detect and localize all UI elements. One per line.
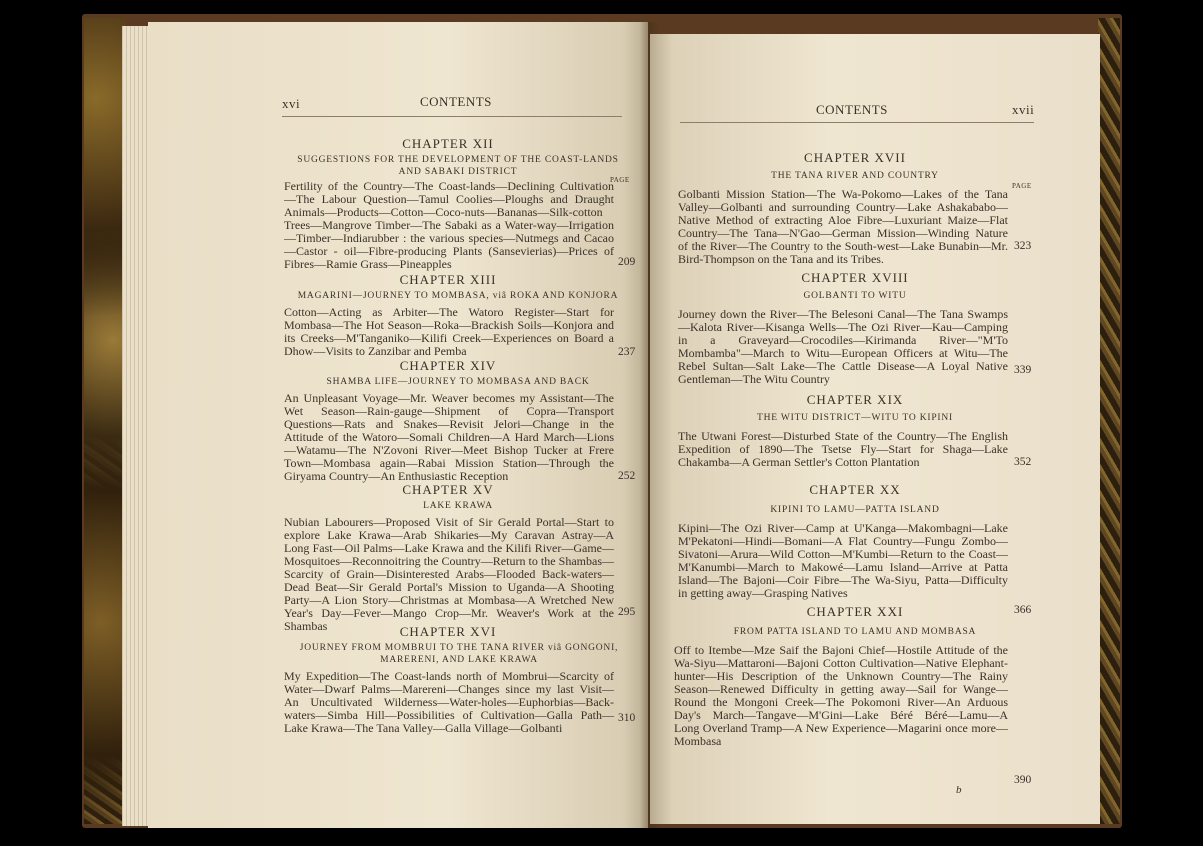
marbled-edge-right <box>1098 18 1120 824</box>
chapter-subtitle: JOURNEY FROM MOMBRUI TO THE TANA RIVER viâ GONGONI, MARERENI, AND LAKE KRAWA <box>299 643 619 665</box>
chapter-summary: Golbanti Mission Station—The Wa-Pokomo—Lakes of the Tana Valley—Golbanti and surrounding Country—Lake Ashakababo—Native Method of extracting Aloe Fibre—Luxuriant Maize—Flat Country—The Tana—N'Gao—German Mission—Winding Nature of the River—The Country to the South-west—Lake Bunabin—Mr. Bird-Thompson on the Tana and its Tribes. <box>678 187 1008 266</box>
chapter-subtitle: FROM PATTA ISLAND TO LAMU AND MOMBASA <box>733 627 977 637</box>
chapter-title: CHAPTER XIII <box>399 272 497 287</box>
chapter-title: CHAPTER XV <box>402 482 494 497</box>
chapter-summary: Fertility of the Country—The Coast-lands—Declining Cultivation—The Labour Question—Tamul Coolies—Ploughs and Draught Animals—Products—Cotton—Coco-nuts—Bananas—Silk-cotton Trees—Mangrove Timber—The Sabaki as a Water-way—Irrigation—Timber—Indiarubber : the various species—Nutmegs and Cacao—Castor - oil—Fibre-producing Plants (Sansevierias)—Prices of Fibres—Ramie Grass—Pineapples <box>284 179 614 271</box>
right-page <box>650 34 1100 824</box>
chapter-summary: Cotton—Acting as Arbiter—The Watoro Register—Start for Mombasa—The Hot Season—Roka—Brackish Soils—Konjora and its Creeks—M'Tanganiko—Kilifi Creek—Experiences on Board a Dhow—Visits to Zanzibar and Pemba <box>284 305 614 358</box>
chapter-title: CHAPTER XIX <box>806 392 904 407</box>
chapter-summary: The Utwani Forest—Disturbed State of the Country—The English Expedition of 1890—The Tsetse Fly—Start for Shaga—Lake Chakamba—A German Settler's Cotton Plantation <box>678 429 1008 469</box>
chapter-summary: Kipini—The Ozi River—Camp at U'Kanga—Makombagni—Lake M'Pekatoni—Hindi—Bomani—A Flat Country—Fungu Zombo—Sivatoni—Arura—Wild Cotton—M'Kumbi—Return to the Coast—M'Kanumbi—March to Makowé—Lamu Island—Arrive at Patta Island—The Bajoni—Coir Fibre—The Wa-Siyu, Patta—Difficulty in getting away—Grasping Natives <box>678 521 1008 600</box>
chapter-page: 352 <box>1014 456 1032 468</box>
chapter-title: CHAPTER XX <box>809 482 901 497</box>
chapter-title: CHAPTER XVIII <box>801 270 909 285</box>
running-head: CONTENTS <box>420 94 492 109</box>
chapter-summary: An Unpleasant Voyage—Mr. Weaver becomes my Assistant—The Wet Season—Rain-gauge—Shipment of Copra—Transport Questions—Rats and Snakes—Revisit Jelori—Change in the Attitude of the Watoro—Somali Children—A Hard March—Lions—Watamu—The N'Zovoni River—Meet Bishop Tucker at Frere Town—Mombasa again—Rabai Mission Station—Through the Giryama Country—An Enthusiastic Reception <box>284 391 614 483</box>
header-rule <box>282 116 622 117</box>
chapter-page: 366 <box>1014 604 1032 616</box>
chapter-subtitle: SHAMBA LIFE—JOURNEY TO MOMBASA AND BACK <box>326 377 590 387</box>
running-head: CONTENTS <box>816 102 888 117</box>
chapter-page: 323 <box>1014 240 1032 252</box>
chapter-subtitle: LAKE KRAWA <box>423 501 493 511</box>
page-number: xvi <box>282 96 301 111</box>
signature-mark: b <box>956 784 962 796</box>
chapter-page: 252 <box>618 470 636 482</box>
marbled-edge-left <box>84 18 126 824</box>
page-column-label: PAGE <box>1012 182 1032 190</box>
chapter-title: CHAPTER XII <box>402 136 494 151</box>
page-column-label: PAGE <box>610 176 630 184</box>
chapter-summary: My Expedition—The Coast-lands north of Mombrui—Scarcity of Water—Dwarf Palms—Marereni—Changes since my last Visit—An Uncultivated Wilderness—Water-holes—Euphorbias—Back-waters—Simba Hill—Possibilities of Cultivation—Galla Path—Lake Krawa—The Tana Valley—Galla Village—Golbanti <box>284 669 614 735</box>
chapter-summary: Nubian Labourers—Proposed Visit of Sir Gerald Portal—Start to explore Lake Krawa—Arab Shikaries—My Caravan Astray—A Long Fast—Oil Palms—Lake Krawa and the Kilifi River—Game—Mosquitoes—Reconnoitring the Country—Return to the Shambas—Scarcity of Grain—Disinterested Arabs—Flooded Back-waters—Dead Beat—Sir Gerald Portal's Mission to Uganda—A Shooting Party—A Lion Story—Christmas at Mombasa—A Wretched New Year's Day—Fever—Mango Crop—Mr. Weaver's Work at the Shambas <box>284 515 614 633</box>
chapter-page: 390 <box>1014 774 1032 786</box>
chapter-subtitle: THE WITU DISTRICT—WITU TO KIPINI <box>756 413 954 423</box>
chapter-title: CHAPTER XVII <box>804 150 906 165</box>
chapter-subtitle: MAGARINI—JOURNEY TO MOMBASA, viâ ROKA AND KONJORA <box>297 291 619 301</box>
header-rule <box>680 122 1034 123</box>
chapter-subtitle: GOLBANTI TO WITU <box>803 291 907 301</box>
chapter-page: 339 <box>1014 364 1032 376</box>
chapter-title: CHAPTER XVI <box>399 624 497 639</box>
chapter-page: 237 <box>618 346 636 358</box>
chapter-subtitle: THE TANA RIVER AND COUNTRY <box>771 171 939 181</box>
chapter-page: 310 <box>618 712 636 724</box>
chapter-summary: Off to Itembe—Mze Saif the Bajoni Chief—Hostile Attitude of the Wa-Siyu—Mattaroni—Bajoni Cotton Cultivation—Native Elephant-hunter—His Description of the Unknown Country—The Rainy Season—Renewed Difficulty in getting away—Sail for Wange—Round the Mongoni Creek—The Pokomoni River—An Arduous Day's March—Tangave—M'Gini—Lake Béré Béré—Lamu—A Long Overland Tramp—A New Experience—Magarini once more—Mombasa <box>674 643 1008 748</box>
chapter-page: 295 <box>618 606 636 618</box>
chapter-summary: Journey down the River—The Belesoni Canal—The Tana Swamps—Kalota River—Kisanga Wells—The Ozi River—Kau—Camping in a Graveyard—Crocodiles—Kirimanda River—"M'To Mombamba"—March to Witu—European Officers at Witu—The Rebel Sultan—Salt Lake—The Cattle Disease—A Loyal Native Gentleman—The Witu Country <box>678 307 1008 386</box>
chapter-title: CHAPTER XXI <box>806 604 904 619</box>
chapter-title: CHAPTER XIV <box>399 358 497 373</box>
left-page <box>148 22 648 828</box>
chapter-subtitle: SUGGESTIONS FOR THE DEVELOPMENT OF THE COAST-LANDS AND SABAKI DISTRICT <box>297 155 619 177</box>
chapter-subtitle: KIPINI TO LAMU—PATTA ISLAND <box>770 505 940 515</box>
page-number: xvii <box>1012 102 1035 117</box>
chapter-page: 209 <box>618 256 636 268</box>
